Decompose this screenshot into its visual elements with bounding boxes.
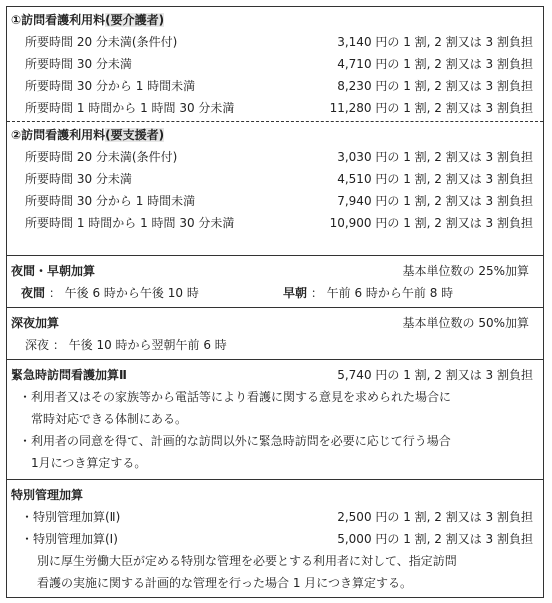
section-title: 深夜加算 xyxy=(11,316,60,330)
table-row xyxy=(7,212,543,234)
section-special-management xyxy=(7,479,543,599)
note-text: 常時対応できる体制にある。 xyxy=(31,412,188,426)
title-highlight: (要介護者) xyxy=(105,13,165,27)
row-price: 3,030 円の 1 割, 2 割又は 3 割負担 xyxy=(337,150,533,164)
rate-text: 基本単位数の 25%加算 xyxy=(402,264,529,278)
row-label: 所要時間 20 分未満(条件付) xyxy=(25,35,178,49)
note-text: 1月につき算定する。 xyxy=(31,456,147,470)
section-title-row xyxy=(7,312,543,334)
section-title-row xyxy=(7,124,543,146)
note-text: 別に厚生労働大臣が定める特別な管理を必要とする利用者に対して、指定訪問 xyxy=(37,554,457,568)
night-time xyxy=(21,282,199,304)
row-price: 2,500 円の 1 割, 2 割又は 3 割負担 xyxy=(337,510,533,524)
row-label: 所要時間 1 時間から 1 時間 30 分未満 xyxy=(25,101,235,115)
title-highlight: (要支援者) xyxy=(105,128,165,142)
table-row xyxy=(7,190,543,212)
note-line xyxy=(7,550,543,572)
table-row xyxy=(7,528,543,550)
row-price: 4,710 円の 1 割, 2 割又は 3 割負担 xyxy=(337,57,533,71)
row-label: 所要時間 1 時間から 1 時間 30 分未満 xyxy=(25,216,235,230)
table-row xyxy=(7,75,543,97)
section-title-row xyxy=(7,364,543,386)
title-prefix: ②訪問看護利用料 xyxy=(11,128,106,142)
row-label: 所要時間 30 分未満 xyxy=(25,172,132,186)
note-line xyxy=(7,408,543,430)
note-text: ・利用者の同意を得て、計画的な訪問以外に緊急時訪問を必要に応じて行う場合 xyxy=(19,434,451,448)
rate-text: 基本単位数の 50%加算 xyxy=(402,316,529,330)
row-label: ・特別管理加算(Ⅱ) xyxy=(21,510,121,524)
section-support-fee xyxy=(7,121,543,255)
night-label: 夜間 xyxy=(21,286,46,300)
table-row xyxy=(7,53,543,75)
row-label: ・特別管理加算(Ⅰ) xyxy=(21,532,118,546)
early-label: 早朝 xyxy=(283,286,308,300)
row-price: 7,940 円の 1 割, 2 割又は 3 割負担 xyxy=(337,194,533,208)
time-row xyxy=(7,282,543,304)
section-title: 夜間・早朝加算 xyxy=(11,264,96,278)
table-row xyxy=(7,506,543,528)
row-label: 所要時間 30 分から 1 時間未満 xyxy=(25,194,196,208)
table-row xyxy=(7,97,543,119)
section-title-row xyxy=(7,484,543,506)
note-line xyxy=(7,386,543,408)
row-price: 5,740 円の 1 割, 2 割又は 3 割負担 xyxy=(337,368,533,382)
note-text: ・利用者又はその家族等から電話等により看護に関する意見を求められた場合に xyxy=(19,390,452,404)
section-title-row xyxy=(7,260,543,282)
row-price: 8,230 円の 1 割, 2 割又は 3 割負担 xyxy=(337,79,533,93)
section-emergency-visit xyxy=(7,359,543,479)
table-row xyxy=(7,31,543,53)
late-night-time: 深夜 ： 午後 10 時から翌朝午前 6 時 xyxy=(25,338,227,352)
section-late-night xyxy=(7,307,543,359)
note-text: 看護の実施に関する計画的な管理を行った場合 1 月につき算定する。 xyxy=(37,576,413,590)
note-line xyxy=(7,572,543,594)
table-row xyxy=(7,168,543,190)
row-price: 10,900 円の 1 割, 2 割又は 3 割負担 xyxy=(329,216,533,230)
section-title: 緊急時訪問看護加算Ⅱ xyxy=(11,368,127,382)
fee-table xyxy=(6,6,544,598)
early-time-value: ： 午前 6 時から午前 8 時 xyxy=(310,286,454,300)
row-label: 所要時間 30 分から 1 時間未満 xyxy=(25,79,196,93)
night-time-value: ： 午後 6 時から午後 10 時 xyxy=(48,286,199,300)
row-price: 3,140 円の 1 割, 2 割又は 3 割負担 xyxy=(337,35,533,49)
section-title-row xyxy=(7,9,543,31)
section-title: 特別管理加算 xyxy=(11,488,84,502)
row-price: 4,510 円の 1 割, 2 割又は 3 割負担 xyxy=(337,172,533,186)
row-label: 所要時間 30 分未満 xyxy=(25,57,132,71)
section-care-fee xyxy=(7,7,543,121)
early-time xyxy=(283,282,453,304)
note-line xyxy=(7,430,543,452)
time-row xyxy=(7,334,543,356)
row-label: 所要時間 20 分未満(条件付) xyxy=(25,150,178,164)
title-prefix: ①訪問看護利用料 xyxy=(11,13,106,27)
row-price: 11,280 円の 1 割, 2 割又は 3 割負担 xyxy=(329,101,533,115)
row-price: 5,000 円の 1 割, 2 割又は 3 割負担 xyxy=(337,532,533,546)
note-line xyxy=(7,452,543,474)
section-title xyxy=(11,124,164,146)
section-title xyxy=(11,9,164,31)
table-row xyxy=(7,146,543,168)
section-night-early xyxy=(7,255,543,307)
